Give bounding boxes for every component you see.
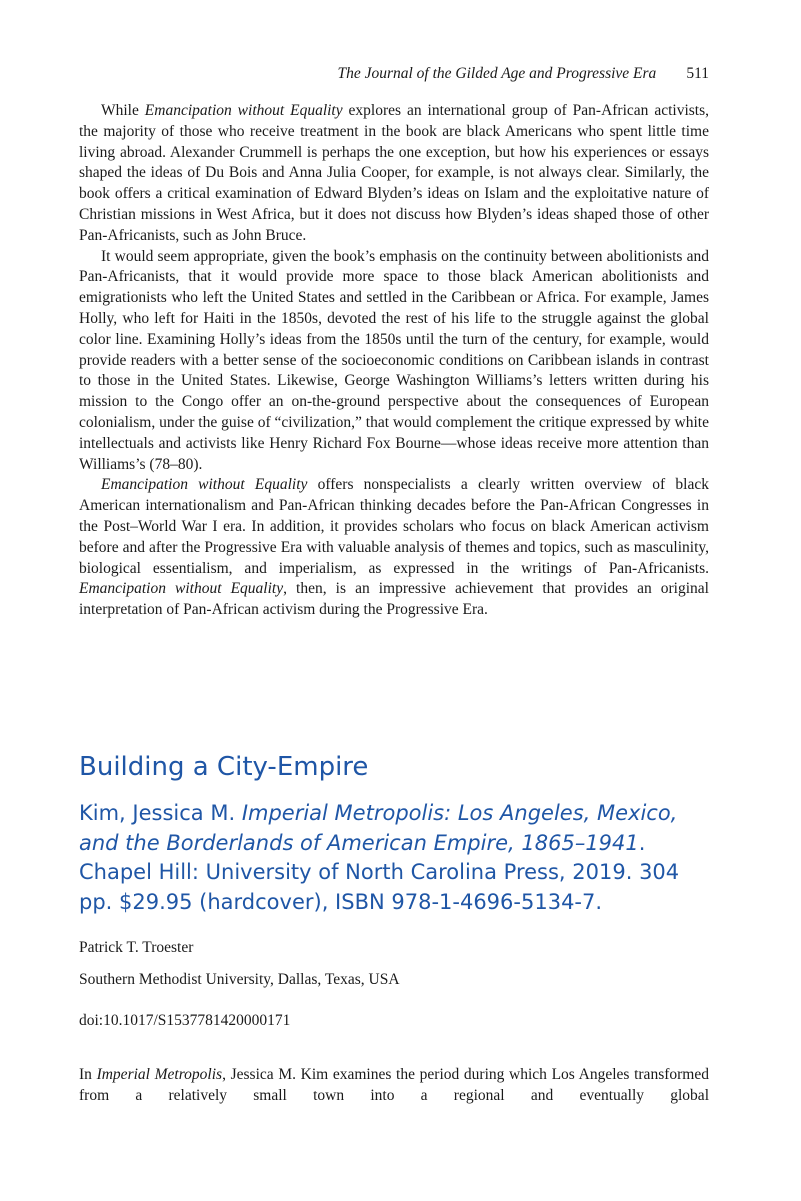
page-number: 511: [686, 65, 709, 82]
citation-author: Kim, Jessica M.: [79, 801, 242, 825]
book-title-italic: Emancipation without Equality: [144, 102, 343, 119]
book-title-italic: Imperial Metropolis: [96, 1066, 223, 1083]
citation-book-title: Imperial Metropolis: Los Angeles, Mexico, and the Borderlands of American Empire, 1865–1941: [79, 801, 678, 855]
running-head: [79, 64, 709, 84]
paragraph-1: [79, 101, 709, 247]
review-opening: [79, 1065, 709, 1127]
doi-link[interactable]: doi:10.1017/S1537781420000171: [79, 1012, 291, 1029]
paragraph-3-text-1: offers nonspecialists a clearly written overview of black American internationalism and Pan-African thinking decades before the Pan-African Congresses in the Post–World War I era. In addition, it provides scholars who focus on black American activism before and after the Progressive Era with valuable analysis of themes and topics, such as masculinity, biological essentialism, and imperialism, as expressed in the writings of Pan-Africanists.: [79, 476, 709, 577]
review-body-continued: [79, 101, 709, 621]
paragraph-1-lead: While: [101, 102, 145, 119]
book-title-italic: Emancipation without Equality: [79, 580, 284, 598]
opening-text: , Jessica M. Kim examines the period during which Los Angeles transformed from a relatively small town into a regional and eventually global: [79, 1066, 709, 1104]
paragraph-3: [79, 475, 709, 621]
reviewer-affiliation: Southern Methodist University, Dallas, Texas, USA: [79, 971, 400, 988]
review-section-title: Building a City-Empire: [79, 752, 369, 782]
journal-title: The Journal of the Gilded Age and Progressive Era: [337, 65, 657, 82]
paragraph-2: It would seem appropriate, given the book’s emphasis on the continuity between abolitionists and Pan-Africanists, that it would provide more space to those black American abolitionists and emigrationists who left the United States and settled in the Caribbean or Africa. For example, James Holly, who left for Haiti in the 1850s, devoted the rest of his life to the struggle against the global color line. Examining Holly’s ideas from the 1850s until the turn of the century, for example, would provide readers with a better sense of the socioeconomic conditions on Caribbean islands in contrast to those in the United States. Likewise, George Washington Williams’s letters written during his mission to the Congo offer an on-the-ground perspective about the consequences of European colonialism, under the guise of “civilization,” that would complement the critique expressed by white intellectuals and activists like Henry Richard Fox Bourne—whose ideas receive more attention than Williams’s (78–80).: [79, 247, 709, 473]
reviewer-name: Patrick T. Troester: [79, 939, 194, 956]
paragraph-3-text-2: , then, is an impressive achievement that provides an original interpretation of Pan-African activism during the Progressive Era.: [79, 580, 709, 619]
paragraph-1-text: explores an international group of Pan-African activists, the majority of those who receive treatment in the book are black Americans who spent little time living abroad. Alexander Crummell is perhaps the one exception, but how his experiences or essays shaped the ideas of Du Bois and Anna Julia Cooper, for example, is not always clear. Similarly, the book offers a critical examination of Edward Blyden’s ideas on Islam and the exploitative nature of Christian missions in West Africa, but it does not discuss how Blyden’s ideas shaped those of other Pan-Africanists, such as John Bruce.: [79, 102, 709, 244]
opening-lead: In: [79, 1066, 97, 1083]
citation-publication-details: . Chapel Hill: University of North Carolina Press, 2019. 304 pp. $29.95 (hardcover), ISBN 978-1-4696-5134-7.: [79, 830, 680, 914]
book-title-italic: Emancipation without Equality: [101, 476, 308, 494]
opening-paragraph: [79, 1065, 709, 1127]
book-citation: [79, 799, 719, 917]
